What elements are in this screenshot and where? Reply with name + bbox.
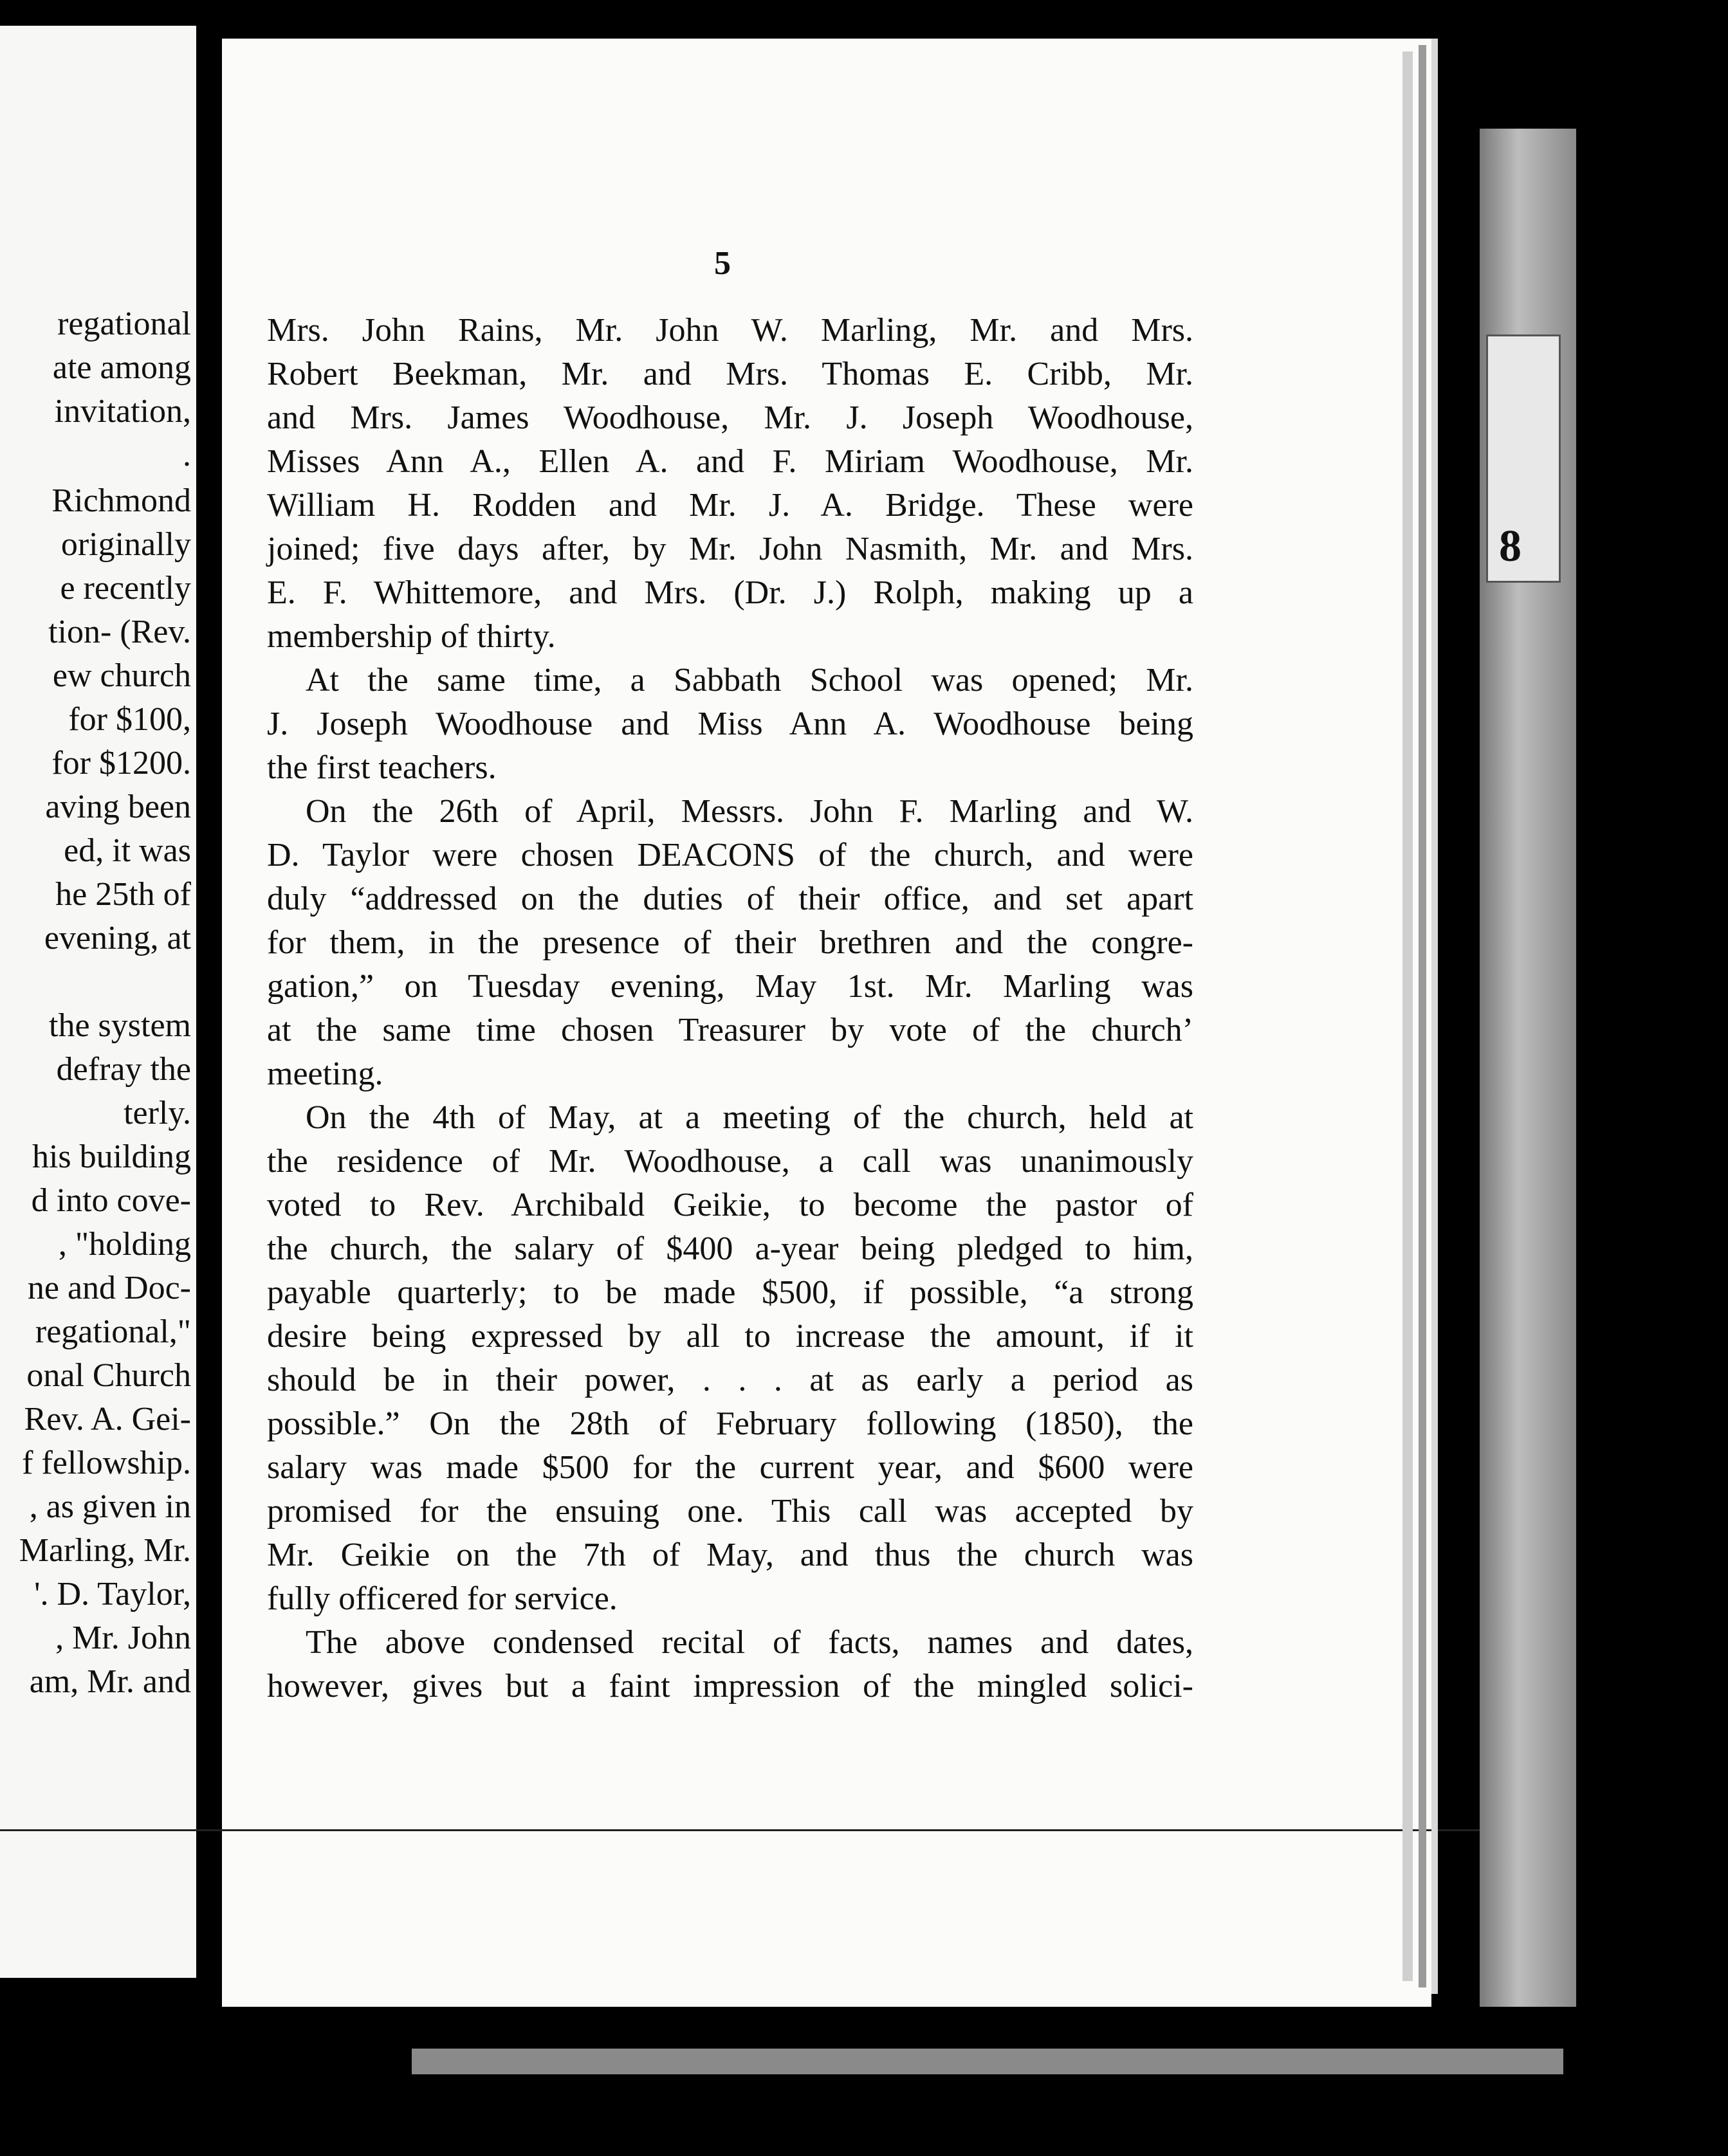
left-page-line: originally — [60, 526, 191, 563]
text-line: should be in their power, . . . at as early a period as — [267, 1362, 1193, 1398]
text-line: D. Taylor were chosen DEACONS of the church, and were — [267, 837, 1193, 873]
left-page-line: , as given in — [29, 1488, 191, 1525]
text-line: On the 26th of April, Messrs. John F. Marling and W. — [306, 793, 1193, 830]
left-page-line: his building — [32, 1138, 191, 1175]
paragraph — [267, 790, 1193, 1096]
left-page-line: d into cove- — [31, 1182, 191, 1219]
left-page-line: regational," — [35, 1313, 191, 1350]
left-page-line: Marling, Mr. — [19, 1532, 191, 1569]
text-line: desire being expressed by all to increase the amount, if it — [267, 1318, 1193, 1355]
text-line: membership of thirty. — [267, 618, 556, 655]
left-page-line: ate among — [52, 349, 191, 386]
left-page-line: regational — [57, 306, 191, 342]
left-page-line: f fellowship. — [22, 1445, 191, 1481]
left-page-line: for $100, — [68, 701, 191, 738]
left-page-line: am, Mr. and — [29, 1663, 191, 1700]
left-page-line: invitation, — [54, 393, 191, 430]
left-page-line: ed, it was — [64, 832, 191, 869]
left-page-line: evening, at — [44, 920, 191, 956]
page-number: 5 — [714, 245, 731, 282]
left-page-line: '. D. Taylor, — [34, 1576, 191, 1612]
text-line: gation,” on Tuesday evening, May 1st. Mr. Marling was — [267, 968, 1193, 1005]
text-line: at the same time chosen Treasurer by vote of the church’ — [267, 1012, 1193, 1048]
left-page — [0, 26, 196, 1978]
text-line: the church, the salary of $400 a-year being pledged to him, — [267, 1230, 1193, 1267]
left-page-line: tion- (Rev. — [48, 614, 191, 650]
text-line: At the same time, a Sabbath School was opened; Mr. — [306, 662, 1193, 699]
body-text — [267, 309, 1193, 1708]
text-line: the first teachers. — [267, 749, 497, 786]
text-line: for them, in the presence of their brethren and the congre- — [267, 924, 1193, 961]
text-line: promised for the ensuing one. This call was accepted by — [267, 1493, 1193, 1530]
scanner-bar — [412, 2049, 1563, 2074]
text-line: meeting. — [267, 1055, 383, 1092]
text-line: Mr. Geikie on the 7th of May, and thus the church was — [267, 1537, 1193, 1573]
text-line: joined; five days after, by Mr. John Nasmith, Mr. and Mrs. — [267, 531, 1193, 567]
left-page-line: , "holding — [58, 1226, 191, 1263]
book-gutter — [196, 0, 222, 2156]
text-line: On the 4th of May, at a meeting of the church, held at — [306, 1099, 1193, 1136]
left-page-line: Rev. A. Gei- — [24, 1401, 191, 1438]
left-page-line: . — [183, 437, 191, 473]
text-line: the residence of Mr. Woodhouse, a call was unanimously — [267, 1143, 1193, 1180]
text-line: payable quarterly; to be made $500, if possible, “a strong — [267, 1274, 1193, 1311]
left-page-line: he 25th of — [55, 876, 191, 913]
left-page-line: for $1200. — [51, 745, 191, 781]
left-page-line: e recently — [60, 570, 191, 607]
text-line: salary was made $500 for the current year, and $600 were — [267, 1449, 1193, 1486]
page-edge — [1402, 51, 1413, 1981]
left-page-line: the system — [49, 1007, 191, 1044]
text-line: and Mrs. James Woodhouse, Mr. J. Joseph Woodhouse, — [267, 399, 1193, 436]
text-line: Mrs. John Rains, Mr. John W. Marling, Mr. and Mrs. — [267, 312, 1193, 349]
left-page-line: terly. — [124, 1095, 191, 1131]
left-page-line: defray the — [56, 1051, 191, 1088]
text-line: however, gives but a faint impression of the mingled solici- — [267, 1668, 1193, 1704]
text-line: voted to Rev. Archibald Geikie, to become the pastor of — [267, 1187, 1193, 1223]
spine-label — [1486, 334, 1561, 583]
left-page-line: , Mr. John — [55, 1620, 191, 1656]
paragraph — [267, 1621, 1193, 1708]
text-line: William H. Rodden and Mr. J. A. Bridge. These were — [267, 487, 1193, 524]
spine-label-text: 8 — [1499, 522, 1521, 571]
paragraph — [267, 659, 1193, 790]
text-line: possible.” On the 28th of February following (1850), the — [267, 1405, 1193, 1442]
text-line: duly “addressed on the duties of their office, and set apart — [267, 881, 1193, 917]
text-line: Robert Beekman, Mr. and Mrs. Thomas E. Cribb, Mr. — [267, 356, 1193, 392]
paragraph — [267, 1096, 1193, 1621]
paragraph — [267, 309, 1193, 659]
text-line: The above condensed recital of facts, names and dates, — [306, 1624, 1193, 1661]
left-page-line: ew church — [52, 657, 191, 694]
page-edge — [1431, 39, 1438, 1994]
left-page-line: aving been — [45, 789, 191, 825]
left-page-line: ne and Doc- — [27, 1270, 191, 1306]
page-edge — [1419, 45, 1426, 1987]
left-page-line: Richmond — [51, 482, 191, 519]
text-line: fully officered for service. — [267, 1580, 618, 1617]
scan-rule-line — [0, 1829, 1576, 1831]
text-line: E. F. Whittemore, and Mrs. (Dr. J.) Rolph, making up a — [267, 574, 1193, 611]
left-page-line: onal Church — [26, 1357, 191, 1394]
text-line: J. Joseph Woodhouse and Miss Ann A. Woodhouse being — [267, 706, 1193, 742]
text-line: Misses Ann A., Ellen A. and F. Miriam Woodhouse, Mr. — [267, 443, 1193, 480]
